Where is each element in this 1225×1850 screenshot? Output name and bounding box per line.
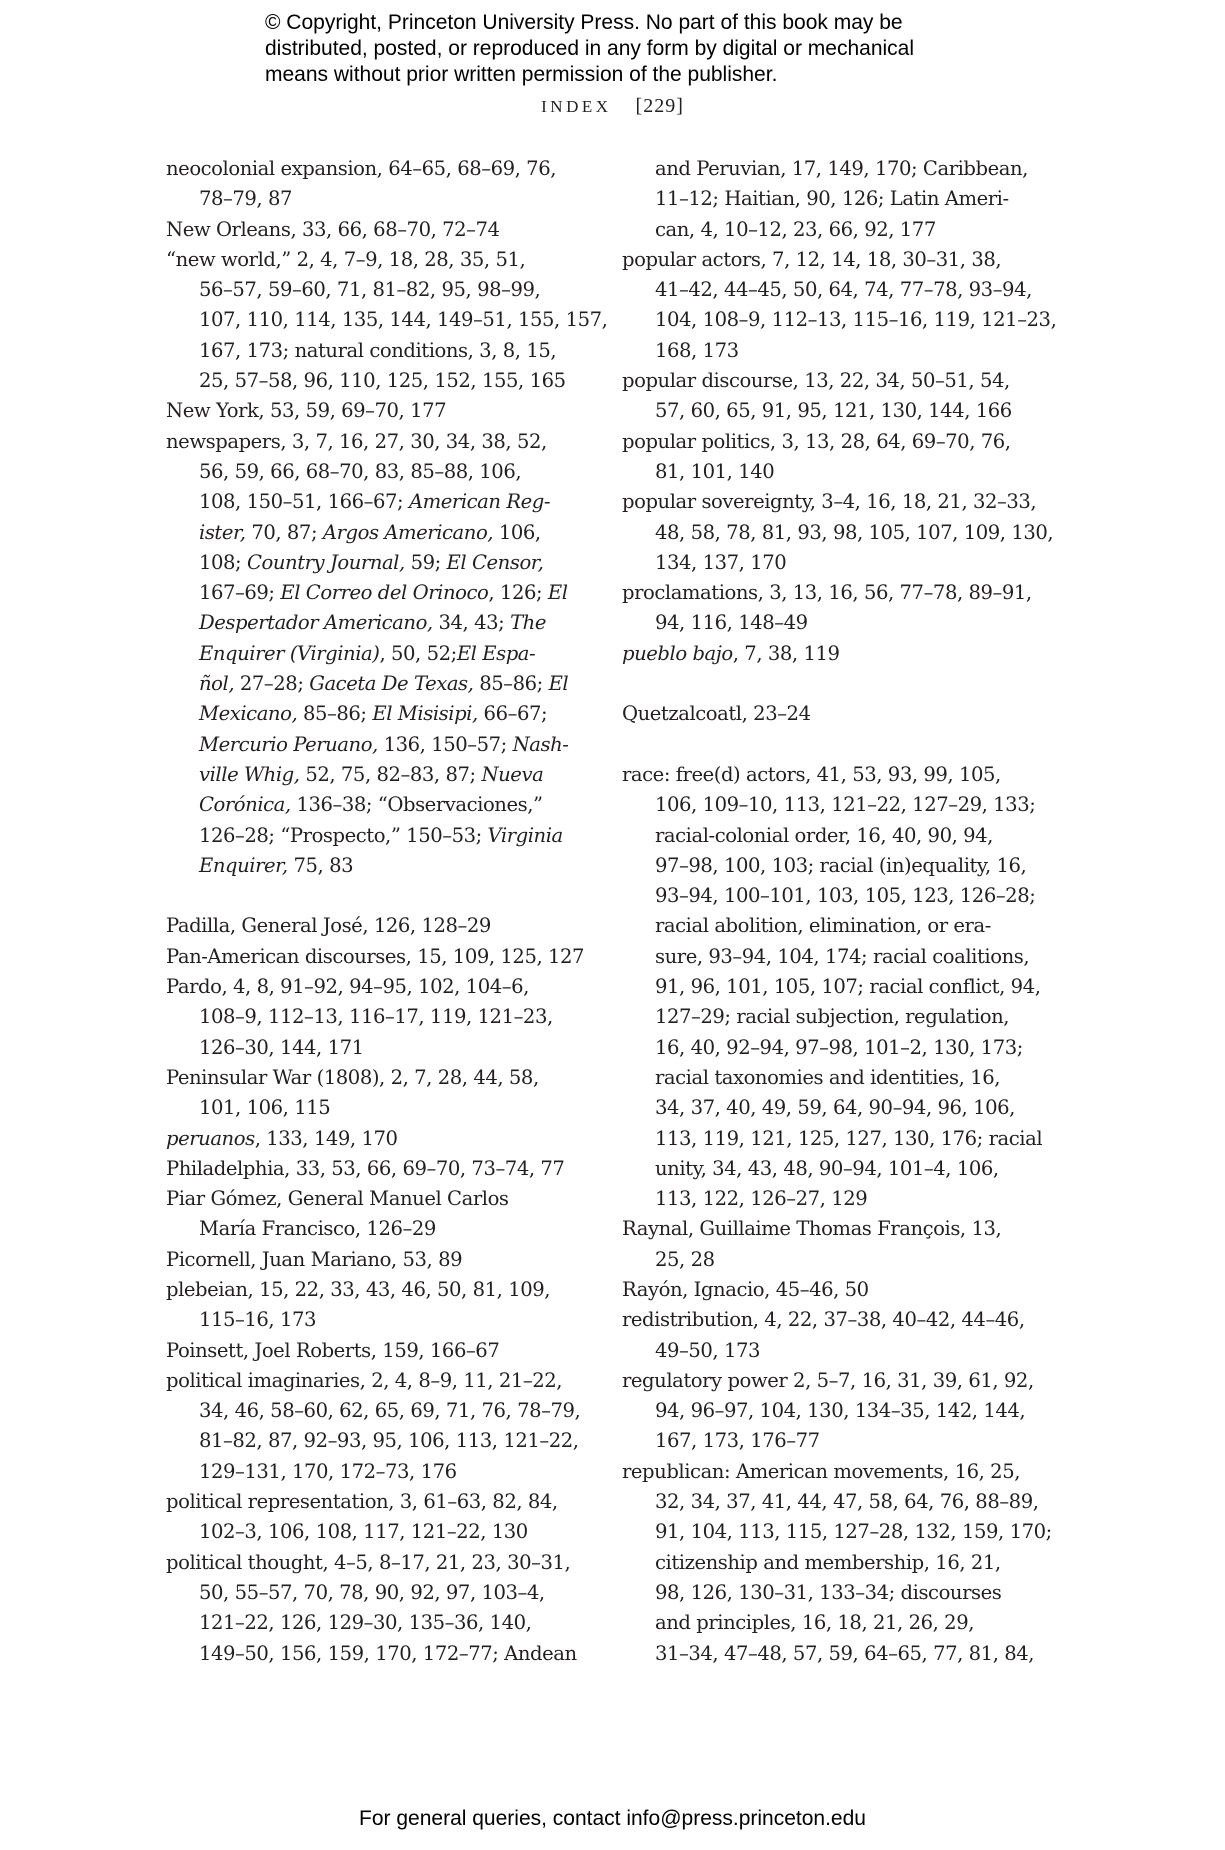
- index-entry: plebeian, 15, 22, 33, 43, 46, 50, 81, 109,: [166, 1277, 551, 1301]
- index-entry: regulatory power 2, 5–7, 16, 31, 39, 61, 92,: [622, 1368, 1034, 1392]
- index-continuation-line: 113, 119, 121, 125, 127, 130, 176; racial: [655, 1126, 1043, 1150]
- index-continuation-line: 104, 108–9, 112–13, 115–16, 119, 121–23,: [655, 308, 1057, 332]
- index-continuation-line: 31–34, 47–48, 57, 59, 64–65, 77, 81, 84,: [655, 1641, 1035, 1665]
- index-continuation-line: 168, 173: [655, 338, 739, 362]
- index-entry: Peninsular War (1808), 2, 7, 28, 44, 58,: [166, 1065, 539, 1089]
- index-gap: [622, 730, 1052, 760]
- index-continuation-line: 102–3, 106, 108, 117, 121–22, 130: [199, 1520, 528, 1544]
- index-continuation-line: 50, 55–57, 70, 78, 90, 92, 97, 103–4,: [199, 1580, 545, 1604]
- index-continuation-line: María Francisco, 126–29: [199, 1217, 436, 1241]
- index-continuation-line: 167, 173, 176–77: [655, 1429, 820, 1453]
- index-continuation-line: Enquirer, 75, 83: [199, 853, 354, 877]
- index-entry: Rayón, Ignacio, 45–46, 50: [622, 1277, 869, 1301]
- index-column-right: [622, 154, 1057, 1669]
- index-entry: newspapers, 3, 7, 16, 27, 30, 34, 38, 52,: [166, 429, 547, 453]
- index-column-left: [166, 154, 608, 1669]
- index-continuation-line: Mexicano, 85–86; El Misisipi, 66–67;: [199, 702, 548, 726]
- index-entry: redistribution, 4, 22, 37–38, 40–42, 44–46,: [622, 1308, 1025, 1332]
- index-continuation-line: 78–79, 87: [199, 187, 293, 211]
- index-continuation-line: unity, 34, 43, 48, 90–94, 101–4, 106,: [655, 1156, 999, 1180]
- index-continuation-line: 121–22, 126, 129–30, 135–36, 140,: [199, 1611, 532, 1635]
- index-entry: Pardo, 4, 8, 91–92, 94–95, 102, 104–6,: [166, 975, 529, 999]
- index-continuation-line: 56, 59, 66, 68–70, 83, 85–88, 106,: [199, 459, 522, 483]
- index-continuation-line: 16, 40, 92–94, 97–98, 101–2, 130, 173;: [655, 1035, 1023, 1059]
- page-number: [229]: [635, 95, 684, 117]
- index-continuation-line: 49–50, 173: [655, 1338, 761, 1362]
- index-continuation-line: Enquirer (Virginia), 50, 52;El Espa-: [199, 641, 536, 665]
- index-continuation-line: 108–9, 112–13, 116–17, 119, 121–23,: [199, 1005, 553, 1029]
- index-continuation-line: 127–29; racial subjection, regulation,: [655, 1005, 1010, 1029]
- index-continuation-line: 149–50, 156, 159, 170, 172–77; Andean: [199, 1641, 577, 1665]
- index-continuation-line: 107, 110, 114, 135, 144, 149–51, 155, 157,: [199, 308, 608, 332]
- index-continuation-line: 11–12; Haitian, 90, 126; Latin Ameri-: [655, 187, 1009, 211]
- index-entry: race: free(d) actors, 41, 53, 93, 99, 105,: [622, 762, 1001, 786]
- index-continuation-line: 57, 60, 65, 91, 95, 121, 130, 144, 166: [655, 399, 1012, 423]
- index-continuation-line: 34, 46, 58–60, 62, 65, 69, 71, 76, 78–79,: [199, 1399, 581, 1423]
- copyright-line: means without prior written permission of the publisher.: [265, 63, 778, 86]
- index-continuation-line: racial taxonomies and identities, 16,: [655, 1065, 1001, 1089]
- index-entry: pueblo bajo, 7, 38, 119: [622, 641, 840, 665]
- index-continuation-line: and principles, 16, 18, 21, 26, 29,: [655, 1611, 974, 1635]
- index-continuation-line: Mercurio Peruano, 136, 150–57; Nash-: [199, 732, 569, 756]
- index-gap: [622, 669, 1052, 699]
- index-continuation-line: racial-colonial order, 16, 40, 90, 94,: [655, 823, 993, 847]
- index-continuation-line: ville Whig, 52, 75, 82–83, 87; Nueva: [199, 762, 544, 786]
- index-continuation-line: 32, 34, 37, 41, 44, 47, 58, 64, 76, 88–89,: [655, 1490, 1039, 1514]
- index-entry: neocolonial expansion, 64–65, 68–69, 76,: [166, 157, 556, 180]
- index-continuation-line: 134, 137, 170: [655, 550, 787, 574]
- index-continuation-line: 106, 109–10, 113, 121–22, 127–29, 133;: [655, 793, 1036, 817]
- index-continuation-line: 48, 58, 78, 81, 93, 98, 105, 107, 109, 130,: [655, 520, 1054, 544]
- index-entry: Raynal, Guillaime Thomas François, 13,: [622, 1217, 1002, 1241]
- index-continuation-line: 94, 96–97, 104, 130, 134–35, 142, 144,: [655, 1399, 1026, 1423]
- index-continuation-line: ñol, 27–28; Gaceta De Texas, 85–86; El: [199, 672, 569, 696]
- index-entry: Poinsett, Joel Roberts, 159, 166–67: [166, 1338, 500, 1362]
- index-continuation-line: 126–28; “Prospecto,” 150–53; Virginia: [199, 823, 563, 847]
- index-gap: [166, 881, 596, 911]
- index-continuation-line: 167, 173; natural conditions, 3, 8, 15,: [199, 338, 557, 362]
- index-entry: republican: American movements, 16, 25,: [622, 1459, 1020, 1483]
- index-entry: Pan-American discourses, 15, 109, 125, 127: [166, 944, 585, 968]
- index-continuation-line: 94, 116, 148–49: [655, 611, 808, 635]
- running-head-title: INDEX: [541, 97, 612, 116]
- index-continuation-line: 108, 150–51, 166–67; American Reg-: [199, 490, 551, 514]
- copyright-line: distributed, posted, or reproduced in any form by digital or mechanical: [265, 37, 915, 60]
- index-entry: “new world,” 2, 4, 7–9, 18, 28, 35, 51,: [166, 247, 526, 271]
- index-continuation-line: 115–16, 173: [199, 1308, 317, 1332]
- index-continuation-line: 91, 104, 113, 115, 127–28, 132, 159, 170;: [655, 1520, 1052, 1544]
- footer-contact: For general queries, contact info@press.princeton.edu: [359, 1807, 866, 1830]
- index-continuation-line: 41–42, 44–45, 50, 64, 74, 77–78, 93–94,: [655, 278, 1032, 302]
- index-entry: popular actors, 7, 12, 14, 18, 30–31, 38,: [622, 247, 1002, 271]
- index-entry: political imaginaries, 2, 4, 8–9, 11, 21–22,: [166, 1368, 563, 1392]
- index-entry: Picornell, Juan Mariano, 53, 89: [166, 1247, 463, 1271]
- index-continuation-line: 108; Country Journal, 59; El Censor,: [199, 550, 544, 574]
- index-continuation-line: 98, 126, 130–31, 133–34; discourses: [655, 1580, 1002, 1604]
- index-continuation-line: 93–94, 100–101, 103, 105, 123, 126–28;: [655, 884, 1036, 908]
- index-continuation-line: 126–30, 144, 171: [199, 1035, 364, 1059]
- index-continuation-line: 25, 57–58, 96, 110, 125, 152, 155, 165: [199, 369, 566, 393]
- index-continuation-line: racial abolition, elimination, or era-: [655, 914, 991, 938]
- index-continuation-line: 101, 106, 115: [199, 1096, 331, 1120]
- index-continuation-line: 81–82, 87, 92–93, 95, 106, 113, 121–22,: [199, 1429, 579, 1453]
- index-continuation-line: citizenship and membership, 16, 21,: [655, 1550, 1001, 1574]
- index-continuation-line: 34, 37, 40, 49, 59, 64, 90–94, 96, 106,: [655, 1096, 1015, 1120]
- index-continuation-line: 81, 101, 140: [655, 459, 775, 483]
- index-entry: New York, 53, 59, 69–70, 177: [166, 399, 447, 423]
- index-entry: political thought, 4–5, 8–17, 21, 23, 30–31,: [166, 1550, 571, 1574]
- index-entry: Padilla, General José, 126, 128–29: [166, 914, 491, 938]
- index-continuation-line: Despertador Americano, 34, 43; The: [199, 611, 546, 635]
- index-continuation-line: 56–57, 59–60, 71, 81–82, 95, 98–99,: [199, 278, 541, 302]
- index-entry: political representation, 3, 61–63, 82, 84,: [166, 1490, 558, 1514]
- index-entry: popular politics, 3, 13, 28, 64, 69–70, 76,: [622, 429, 1011, 453]
- index-continuation-line: 167–69; El Correo del Orinoco, 126; El: [199, 581, 568, 605]
- index-continuation-line: can, 4, 10–12, 23, 66, 92, 177: [655, 217, 936, 241]
- index-continuation-line: 113, 122, 126–27, 129: [655, 1187, 868, 1211]
- index-entry: Philadelphia, 33, 53, 66, 69–70, 73–74, 77: [166, 1156, 565, 1180]
- index-continuation-line: sure, 93–94, 104, 174; racial coalitions,: [655, 944, 1030, 968]
- index-entry: popular discourse, 13, 22, 34, 50–51, 54,: [622, 369, 1010, 393]
- index-entry: Quetzalcoatl, 23–24: [622, 702, 811, 726]
- index-entry: popular sovereignty, 3–4, 16, 18, 21, 32–33,: [622, 490, 1037, 514]
- index-entry: New Orleans, 33, 66, 68–70, 72–74: [166, 217, 500, 241]
- index-continuation-line: 91, 96, 101, 105, 107; racial conflict, 94,: [655, 975, 1041, 999]
- index-continuation-line: 25, 28: [655, 1247, 715, 1271]
- running-head: [0, 95, 1225, 118]
- index-continuation-line: Corónica, 136–38; “Observaciones,”: [199, 793, 543, 817]
- index-entry: peruanos, 133, 149, 170: [166, 1126, 398, 1150]
- index-continuation-line: ister, 70, 87; Argos Americano, 106,: [199, 520, 541, 544]
- index-continuation-line: 97–98, 100, 103; racial (in)equality, 16,: [655, 853, 1027, 877]
- index-entry: Piar Gómez, General Manuel Carlos: [166, 1187, 509, 1211]
- index-continuation-line: and Peruvian, 17, 149, 170; Caribbean,: [655, 157, 1028, 180]
- copyright-notice: [265, 10, 1065, 88]
- copyright-line: © Copyright, Princeton University Press. No part of this book may be: [265, 11, 903, 34]
- index-entry: proclamations, 3, 13, 16, 56, 77–78, 89–91,: [622, 581, 1032, 605]
- index-continuation-line: 129–131, 170, 172–73, 176: [199, 1459, 457, 1483]
